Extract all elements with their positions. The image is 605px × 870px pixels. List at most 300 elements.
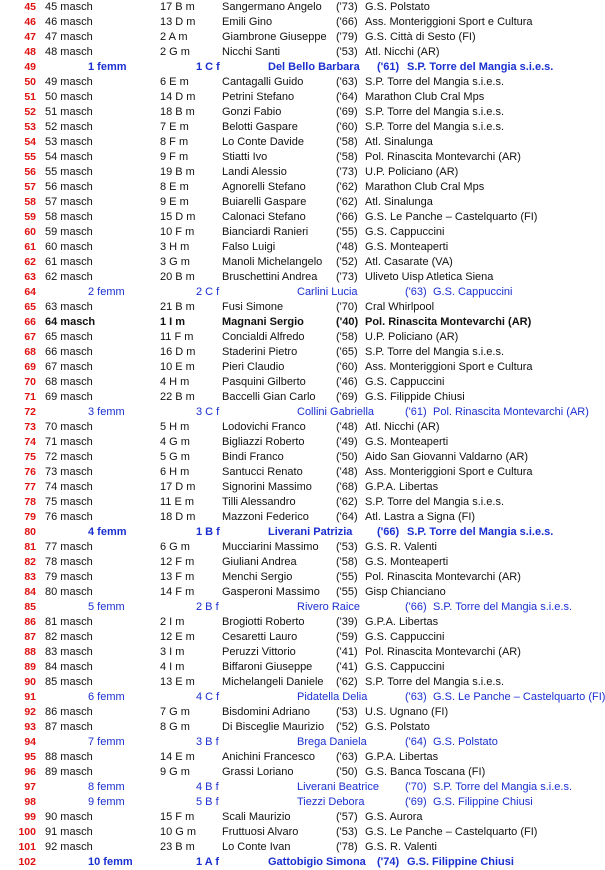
athlete-name-cell: Staderini Pietro — [222, 346, 298, 358]
athlete-name-cell: Magnani Sergio — [222, 316, 304, 328]
club-name-cell: S.P. Torre del Mangia s.i.e.s. — [433, 601, 572, 613]
athlete-name-cell: Falso Luigi — [222, 241, 276, 253]
category-rank-cell: 89 masch — [45, 766, 93, 778]
group-rank-cell: 9 F m — [160, 151, 189, 163]
table-row — [0, 75, 576, 90]
birth-year-cell: ('60) — [336, 361, 358, 373]
table-row — [0, 435, 576, 450]
table-row — [0, 90, 576, 105]
athlete-name-cell: Emili Gino — [222, 16, 273, 28]
birth-year-cell: ('73) — [336, 166, 358, 178]
club-name-cell: Pol. Rinascita Montevarchi (AR) — [365, 151, 521, 163]
category-rank-cell: 77 masch — [45, 541, 93, 553]
position-cell: 80 — [24, 526, 36, 538]
category-rank-cell: 1 femm — [88, 61, 127, 73]
club-name-cell: G.S. R. Valenti — [365, 841, 437, 853]
position-cell: 87 — [24, 631, 36, 643]
birth-year-cell: ('61) — [377, 61, 400, 73]
table-row — [0, 120, 576, 135]
athlete-name-cell: Concialdi Alfredo — [222, 331, 305, 343]
group-rank-cell: 19 B m — [160, 166, 195, 178]
group-rank-cell: 5 B f — [196, 796, 219, 808]
category-rank-cell: 79 masch — [45, 571, 93, 583]
position-cell: 72 — [24, 406, 36, 418]
athlete-name-cell: Peruzzi Vittorio — [222, 646, 296, 658]
position-cell: 45 — [24, 1, 36, 13]
table-row — [0, 630, 576, 645]
athlete-name-cell: Landi Alessio — [222, 166, 287, 178]
club-name-cell: G.S. Polstato — [433, 736, 498, 748]
category-rank-cell: 92 masch — [45, 841, 93, 853]
category-rank-cell: 3 femm — [88, 406, 125, 418]
table-row — [0, 255, 576, 270]
birth-year-cell: ('69) — [336, 106, 358, 118]
position-cell: 68 — [24, 346, 36, 358]
athlete-name-cell: Di Bisceglie Maurizio — [222, 721, 325, 733]
club-name-cell: S.P. Torre del Mangia s.i.e.s. — [365, 106, 504, 118]
position-cell: 46 — [24, 16, 36, 28]
group-rank-cell: 17 B m — [160, 1, 195, 13]
birth-year-cell: ('63) — [336, 76, 358, 88]
group-rank-cell: 18 B m — [160, 106, 195, 118]
club-name-cell: Atl. Nicchi (AR) — [365, 46, 440, 58]
birth-year-cell: ('63) — [405, 286, 427, 298]
athlete-name-cell: Pasquini Gilberto — [222, 376, 306, 388]
birth-year-cell: ('64) — [405, 736, 427, 748]
group-rank-cell: 2 C f — [196, 286, 220, 298]
position-cell: 94 — [24, 736, 36, 748]
birth-year-cell: ('62) — [336, 181, 358, 193]
club-name-cell: G.S. Banca Toscana (FI) — [365, 766, 486, 778]
table-row — [0, 855, 576, 870]
group-rank-cell: 6 H m — [160, 466, 190, 478]
table-row — [0, 45, 576, 60]
athlete-name-cell: Michelangeli Daniele — [222, 676, 324, 688]
athlete-name-cell: Gattobigio Simona — [268, 856, 366, 868]
birth-year-cell: ('53) — [336, 826, 358, 838]
athlete-name-cell: Liverani Patrizia — [268, 526, 353, 538]
position-cell: 57 — [24, 181, 36, 193]
group-rank-cell: 11 F m — [160, 331, 194, 343]
club-name-cell: G.S. Monteaperti — [365, 556, 449, 568]
table-row — [0, 420, 576, 435]
athlete-name-cell: Fruttuosi Alvaro — [222, 826, 299, 838]
birth-year-cell: ('48) — [336, 241, 358, 253]
category-rank-cell: 49 masch — [45, 76, 93, 88]
table-row — [0, 375, 576, 390]
athlete-name-cell: Bindi Franco — [222, 451, 284, 463]
birth-year-cell: ('39) — [336, 616, 358, 628]
athlete-name-cell: Menchi Sergio — [222, 571, 293, 583]
athlete-name-cell: Bigliazzi Roberto — [222, 436, 305, 448]
birth-year-cell: ('79) — [336, 31, 358, 43]
group-rank-cell: 6 G m — [160, 541, 190, 553]
club-name-cell: G.S. Cappuccini — [365, 376, 445, 388]
position-cell: 81 — [24, 541, 36, 553]
table-row — [0, 735, 576, 750]
birth-year-cell: ('69) — [336, 391, 358, 403]
group-rank-cell: 6 E m — [160, 76, 189, 88]
club-name-cell: U.P. Policiano (AR) — [365, 166, 459, 178]
group-rank-cell: 1 I m — [160, 316, 186, 328]
position-cell: 58 — [24, 196, 36, 208]
table-row — [0, 270, 576, 285]
birth-year-cell: ('70) — [405, 781, 427, 793]
group-rank-cell: 7 G m — [160, 706, 190, 718]
category-rank-cell: 48 masch — [45, 46, 93, 58]
club-name-cell: G.S. Polstato — [365, 721, 430, 733]
club-name-cell: S.P. Torre del Mangia s.i.e.s. — [407, 61, 554, 73]
category-rank-cell: 8 femm — [88, 781, 125, 793]
category-rank-cell: 81 masch — [45, 616, 93, 628]
birth-year-cell: ('58) — [336, 556, 358, 568]
athlete-name-cell: Gonzi Fabio — [222, 106, 282, 118]
group-rank-cell: 2 I m — [160, 616, 185, 628]
athlete-name-cell: Belotti Gaspare — [222, 121, 298, 133]
birth-year-cell: ('52) — [336, 721, 358, 733]
category-rank-cell: 5 femm — [88, 601, 125, 613]
athlete-name-cell: Buiarelli Gaspare — [222, 196, 307, 208]
position-cell: 47 — [24, 31, 36, 43]
position-cell: 56 — [24, 166, 36, 178]
category-rank-cell: 55 masch — [45, 166, 93, 178]
group-rank-cell: 18 D m — [160, 511, 196, 523]
birth-year-cell: ('74) — [377, 856, 400, 868]
table-row — [0, 0, 576, 15]
table-row — [0, 480, 576, 495]
table-row — [0, 390, 576, 405]
group-rank-cell: 1 B f — [196, 526, 220, 538]
birth-year-cell: ('73) — [336, 271, 358, 283]
group-rank-cell: 4 H m — [160, 376, 190, 388]
club-name-cell: Pol. Rinascita Montevarchi (AR) — [365, 571, 521, 583]
category-rank-cell: 88 masch — [45, 751, 93, 763]
birth-year-cell: ('66) — [377, 526, 400, 538]
category-rank-cell: 52 masch — [45, 121, 93, 133]
group-rank-cell: 3 H m — [160, 241, 190, 253]
category-rank-cell: 83 masch — [45, 646, 93, 658]
position-cell: 74 — [24, 436, 36, 448]
category-rank-cell: 85 masch — [45, 676, 93, 688]
club-name-cell: G.S. Cappuccini — [365, 226, 445, 238]
table-row — [0, 345, 576, 360]
club-name-cell: Pol. Rinascita Montevarchi (AR) — [365, 646, 521, 658]
position-cell: 93 — [24, 721, 36, 733]
position-cell: 89 — [24, 661, 36, 673]
group-rank-cell: 4 B f — [196, 781, 219, 793]
athlete-name-cell: Scali Maurizio — [222, 811, 291, 823]
group-rank-cell: 15 F m — [160, 811, 195, 823]
position-cell: 76 — [24, 466, 36, 478]
table-row — [0, 720, 576, 735]
category-rank-cell: 70 masch — [45, 421, 93, 433]
category-rank-cell: 73 masch — [45, 466, 93, 478]
club-name-cell: G.S. Le Panche – Castelquarto (FI) — [365, 826, 538, 838]
group-rank-cell: 2 G m — [160, 46, 190, 58]
table-row — [0, 585, 576, 600]
category-rank-cell: 69 masch — [45, 391, 93, 403]
category-rank-cell: 64 masch — [45, 316, 96, 328]
table-row — [0, 165, 576, 180]
group-rank-cell: 8 F m — [160, 136, 189, 148]
athlete-name-cell: Lo Conte Davide — [222, 136, 304, 148]
category-rank-cell: 46 masch — [45, 16, 93, 28]
birth-year-cell: ('70) — [336, 301, 358, 313]
table-row — [0, 525, 576, 540]
category-rank-cell: 2 femm — [88, 286, 125, 298]
birth-year-cell: ('64) — [336, 91, 358, 103]
category-rank-cell: 67 masch — [45, 361, 93, 373]
birth-year-cell: ('62) — [336, 196, 358, 208]
category-rank-cell: 78 masch — [45, 556, 93, 568]
position-cell: 99 — [24, 811, 36, 823]
position-cell: 67 — [24, 331, 36, 343]
category-rank-cell: 4 femm — [88, 526, 127, 538]
category-rank-cell: 58 masch — [45, 211, 93, 223]
group-rank-cell: 15 D m — [160, 211, 196, 223]
club-name-cell: S.P. Torre del Mangia s.i.e.s. — [365, 76, 504, 88]
table-row — [0, 840, 576, 855]
table-row — [0, 30, 576, 45]
athlete-name-cell: Lodovichi Franco — [222, 421, 306, 433]
position-cell: 100 — [18, 826, 36, 838]
birth-year-cell: ('53) — [336, 46, 358, 58]
position-cell: 101 — [18, 841, 36, 853]
position-cell: 85 — [24, 601, 36, 613]
position-cell: 62 — [24, 256, 36, 268]
table-row — [0, 300, 576, 315]
category-rank-cell: 59 masch — [45, 226, 93, 238]
athlete-name-cell: Signorini Massimo — [222, 481, 312, 493]
birth-year-cell: ('52) — [336, 256, 358, 268]
position-cell: 91 — [24, 691, 36, 703]
table-row — [0, 405, 589, 420]
athlete-name-cell: Mazzoni Federico — [222, 511, 309, 523]
position-cell: 97 — [24, 781, 36, 793]
athlete-name-cell: Giuliani Andrea — [222, 556, 297, 568]
birth-year-cell: ('55) — [336, 586, 358, 598]
club-name-cell: Cral Whirlpool — [365, 301, 435, 313]
athlete-name-cell: Baccelli Gian Carlo — [222, 391, 316, 403]
birth-year-cell: ('69) — [405, 796, 427, 808]
athlete-name-cell: Bisdomini Adriano — [222, 706, 311, 718]
group-rank-cell: 3 C f — [196, 406, 220, 418]
group-rank-cell: 17 D m — [160, 481, 196, 493]
birth-year-cell: ('57) — [336, 811, 358, 823]
group-rank-cell: 3 B f — [196, 736, 219, 748]
category-rank-cell: 62 masch — [45, 271, 93, 283]
position-cell: 69 — [24, 361, 36, 373]
position-cell: 50 — [24, 76, 36, 88]
club-name-cell: G.S. Cappuccini — [433, 286, 513, 298]
group-rank-cell: 2 A m — [160, 31, 188, 43]
birth-year-cell: ('59) — [336, 631, 358, 643]
category-rank-cell: 60 masch — [45, 241, 93, 253]
athlete-name-cell: Biffaroni Giuseppe — [222, 661, 313, 673]
group-rank-cell: 2 B f — [196, 601, 219, 613]
group-rank-cell: 12 E m — [160, 631, 195, 643]
table-row — [0, 615, 576, 630]
position-cell: 65 — [24, 301, 36, 313]
position-cell: 71 — [24, 391, 36, 403]
athlete-name-cell: Lo Conte Ivan — [222, 841, 291, 853]
table-row — [0, 495, 576, 510]
birth-year-cell: ('48) — [336, 466, 358, 478]
position-cell: 64 — [24, 286, 36, 298]
club-name-cell: S.P. Torre del Mangia s.i.e.s. — [365, 496, 504, 508]
group-rank-cell: 12 F m — [160, 556, 195, 568]
club-name-cell: G.S. Monteaperti — [365, 241, 449, 253]
birth-year-cell: ('62) — [336, 496, 358, 508]
position-cell: 55 — [24, 151, 36, 163]
birth-year-cell: ('58) — [336, 331, 358, 343]
athlete-name-cell: Fusi Simone — [222, 301, 284, 313]
athlete-name-cell: Brogiotti Roberto — [222, 616, 305, 628]
birth-year-cell: ('58) — [336, 151, 358, 163]
group-rank-cell: 13 E m — [160, 676, 195, 688]
birth-year-cell: ('40) — [336, 316, 359, 328]
club-name-cell: Marathon Club Cral Mps — [365, 91, 485, 103]
category-rank-cell: 45 masch — [45, 1, 93, 13]
position-cell: 51 — [24, 91, 36, 103]
club-name-cell: Ass. Monteriggioni Sport e Cultura — [365, 16, 533, 28]
group-rank-cell: 5 G m — [160, 451, 190, 463]
group-rank-cell: 9 E m — [160, 196, 189, 208]
athlete-name-cell: Bruschettini Andrea — [222, 271, 318, 283]
birth-year-cell: ('73) — [336, 1, 358, 13]
group-rank-cell: 8 E m — [160, 181, 189, 193]
athlete-name-cell: Liverani Beatrice — [297, 781, 379, 793]
club-name-cell: S.P. Torre del Mangia s.i.e.s. — [433, 781, 572, 793]
athlete-name-cell: Pieri Claudio — [222, 361, 285, 373]
category-rank-cell: 65 masch — [45, 331, 93, 343]
group-rank-cell: 22 B m — [160, 391, 195, 403]
athlete-name-cell: Giambrone Giuseppe — [222, 31, 327, 43]
athlete-name-cell: Del Bello Barbara — [268, 61, 360, 73]
category-rank-cell: 51 masch — [45, 106, 93, 118]
group-rank-cell: 10 E m — [160, 361, 195, 373]
athlete-name-cell: Collini Gabriella — [297, 406, 375, 418]
category-rank-cell: 75 masch — [45, 496, 93, 508]
birth-year-cell: ('48) — [336, 421, 358, 433]
table-row — [0, 675, 576, 690]
club-name-cell: Atl. Casarate (VA) — [365, 256, 453, 268]
athlete-name-cell: Agnorelli Stefano — [222, 181, 306, 193]
category-rank-cell: 87 masch — [45, 721, 93, 733]
category-rank-cell: 54 masch — [45, 151, 93, 163]
club-name-cell: S.P. Torre del Mangia s.i.e.s. — [407, 526, 554, 538]
category-rank-cell: 76 masch — [45, 511, 93, 523]
position-cell: 82 — [24, 556, 36, 568]
category-rank-cell: 61 masch — [45, 256, 93, 268]
birth-year-cell: ('63) — [336, 751, 358, 763]
position-cell: 83 — [24, 571, 36, 583]
club-name-cell: G.S. Aurora — [365, 811, 423, 823]
athlete-name-cell: Santucci Renato — [222, 466, 303, 478]
athlete-name-cell: Brega Daniela — [297, 736, 367, 748]
category-rank-cell: 71 masch — [45, 436, 93, 448]
athlete-name-cell: Tiezzi Debora — [297, 796, 365, 808]
category-rank-cell: 90 masch — [45, 811, 93, 823]
group-rank-cell: 14 E m — [160, 751, 195, 763]
club-name-cell: Pol. Rinascita Montevarchi (AR) — [433, 406, 589, 418]
position-cell: 102 — [18, 856, 36, 868]
club-name-cell: G.P.A. Libertas — [365, 751, 439, 763]
club-name-cell: Ass. Monteriggioni Sport e Cultura — [365, 361, 533, 373]
category-rank-cell: 84 masch — [45, 661, 93, 673]
club-name-cell: G.S. Monteaperti — [365, 436, 449, 448]
category-rank-cell: 63 masch — [45, 301, 93, 313]
club-name-cell: G.S. Filippine Chiusi — [433, 796, 533, 808]
group-rank-cell: 4 I m — [160, 661, 185, 673]
club-name-cell: U.S. Ugnano (FI) — [365, 706, 449, 718]
position-cell: 75 — [24, 451, 36, 463]
athlete-name-cell: Bianciardi Ranieri — [222, 226, 309, 238]
table-row — [0, 330, 576, 345]
club-name-cell: Uliveto Uisp Atletica Siena — [365, 271, 494, 283]
club-name-cell: G.P.A. Libertas — [365, 481, 439, 493]
birth-year-cell: ('66) — [336, 211, 358, 223]
athlete-name-cell: Pidatella Delia — [297, 691, 368, 703]
position-cell: 86 — [24, 616, 36, 628]
category-rank-cell: 66 masch — [45, 346, 93, 358]
table-row — [0, 810, 576, 825]
group-rank-cell: 8 G m — [160, 721, 190, 733]
group-rank-cell: 16 D m — [160, 346, 196, 358]
table-row — [0, 315, 576, 330]
athlete-name-cell: Anichini Francesco — [222, 751, 315, 763]
birth-year-cell: ('64) — [336, 511, 358, 523]
group-rank-cell: 13 D m — [160, 16, 196, 28]
club-name-cell: G.S. Cappuccini — [365, 631, 445, 643]
birth-year-cell: ('55) — [336, 571, 358, 583]
club-name-cell: Atl. Nicchi (AR) — [365, 421, 440, 433]
club-name-cell: G.P.A. Libertas — [365, 616, 439, 628]
group-rank-cell: 10 F m — [160, 226, 195, 238]
table-row — [0, 780, 576, 795]
table-row — [0, 600, 576, 615]
category-rank-cell: 57 masch — [45, 196, 93, 208]
athlete-name-cell: Calonaci Stefano — [222, 211, 306, 223]
club-name-cell: Pol. Rinascita Montevarchi (AR) — [365, 316, 532, 328]
athlete-name-cell: Petrini Stefano — [222, 91, 295, 103]
club-name-cell: G.S. R. Valenti — [365, 541, 437, 553]
athlete-name-cell: Grassi Loriano — [222, 766, 294, 778]
athlete-name-cell: Sangermano Angelo — [222, 1, 322, 13]
athlete-name-cell: Manoli Michelangelo — [222, 256, 323, 268]
category-rank-cell: 74 masch — [45, 481, 93, 493]
group-rank-cell: 23 B m — [160, 841, 195, 853]
club-name-cell: Aido San Giovanni Valdarno (AR) — [365, 451, 529, 463]
birth-year-cell: ('68) — [336, 481, 358, 493]
club-name-cell: G.S. Filippide Chiusi — [365, 391, 465, 403]
position-cell: 73 — [24, 421, 36, 433]
category-rank-cell: 6 femm — [88, 691, 125, 703]
position-cell: 63 — [24, 271, 36, 283]
table-row — [0, 285, 576, 300]
group-rank-cell: 3 G m — [160, 256, 190, 268]
birth-year-cell: ('78) — [336, 841, 358, 853]
group-rank-cell: 11 E m — [160, 496, 195, 508]
table-row — [0, 210, 576, 225]
position-cell: 66 — [24, 316, 36, 328]
club-name-cell: U.P. Policiano (AR) — [365, 331, 459, 343]
club-name-cell: Marathon Club Cral Mps — [365, 181, 485, 193]
group-rank-cell: 10 G m — [160, 826, 197, 838]
category-rank-cell: 80 masch — [45, 586, 93, 598]
table-row — [0, 465, 576, 480]
club-name-cell: Gisp Chianciano — [365, 586, 446, 598]
